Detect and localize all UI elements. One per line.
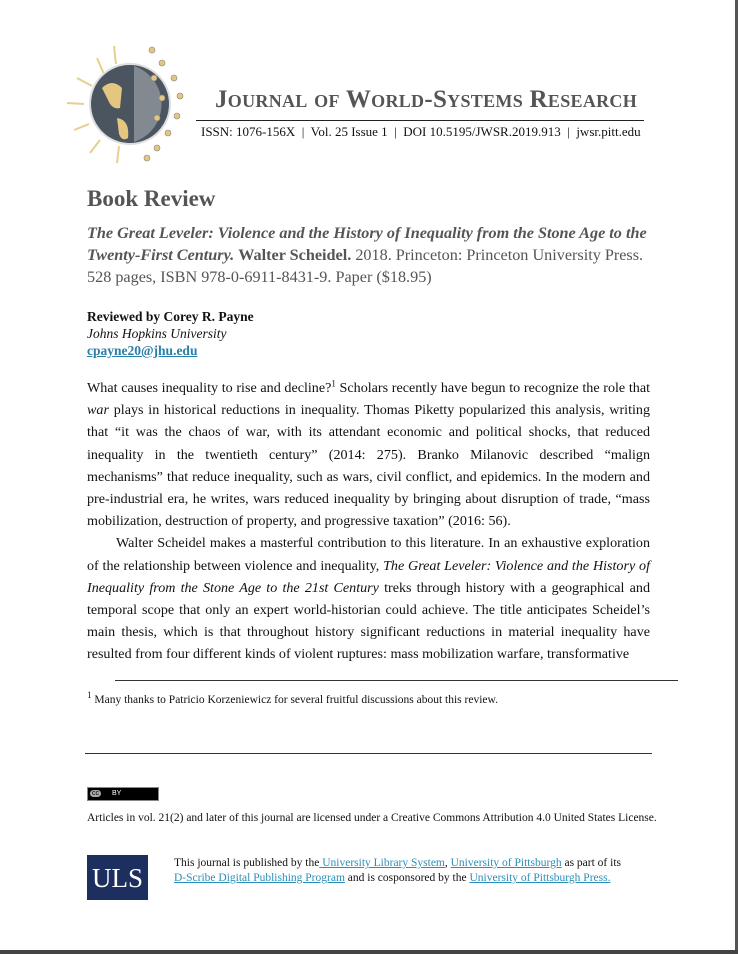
- text: and is cosponsored by the: [344, 872, 470, 884]
- text: ,: [444, 857, 451, 869]
- dscribe-link[interactable]: D-Scribe Digital Publishing Program: [174, 872, 345, 884]
- cc-license-badge[interactable]: [87, 787, 159, 801]
- paragraph: [87, 532, 650, 665]
- reviewer-email-link[interactable]: cpayne20@jhu.edu: [87, 343, 198, 358]
- reviewer-affiliation: Johns Hopkins University: [87, 326, 227, 341]
- publisher-text: [174, 856, 621, 886]
- book-details: 2018. Princeton: Princeton University Press. 528 pages, ISBN 978-0-6911-8431-9. Paper ($18.95): [87, 246, 644, 286]
- text: What causes inequality to rise and decline?: [87, 380, 332, 396]
- footnote-ref[interactable]: 1: [331, 378, 336, 389]
- footer-rule: [85, 753, 652, 754]
- journal-title: Journal of World-Systems Research: [215, 86, 638, 113]
- text: plays in historical reductions in inequality. Thomas Piketty popularized this analysis, writing that “it was the chaos of war, with its attendant economic and political shocks, that reduced inequality in the twentieth century” (2014: 275). Branko Milanovic described “malign mechanisms” that reduce inequality, such as wars, civil conflict, and epidemics. In the modern and pre-industrial era, he writes, wars reduced inequality by bringing about disruption of trade, “mass mobilization, destruction of property, and progressive taxation” (2016: 56).: [87, 402, 650, 530]
- text: Walter Scheidel makes a masterful contribution to this literature. In an exhaustive exploration of the relationship between violence and inequality,: [87, 535, 650, 574]
- uls-logo: ULS: [87, 855, 148, 900]
- reviewer-name: Reviewed by Corey R. Payne: [87, 309, 254, 324]
- book-title: The Great Leveler: Violence and the History of Inequality from the Stone Age to the Twenty-First Century.: [87, 224, 647, 264]
- journal-logo: [62, 38, 192, 168]
- header-rule: [196, 120, 644, 121]
- footnote-rule: [115, 680, 678, 681]
- cc-by-label: BY: [112, 790, 122, 797]
- text: Scholars recently have begun to recognize the role that: [335, 380, 650, 396]
- cc-icon: cc: [92, 790, 99, 797]
- section-heading: Book Review: [87, 186, 216, 211]
- footnote-text: Many thanks to Patricio Korzeniewicz for several fruitful discussions about this review.: [91, 694, 498, 706]
- book-author: Walter Scheidel.: [238, 246, 352, 264]
- text: The Great Leveler: Violence and the History of Inequality from the Stone Age to the 21st Century: [87, 557, 650, 596]
- pitt-press-link[interactable]: University of Pittsburgh Press.: [469, 872, 611, 884]
- footnote: [87, 690, 498, 706]
- journal-meta: ISSN: 1076-156X | Vol. 25 Issue 1 | DOI 10.5195/JWSR.2019.913 | jwsr.pitt.edu: [201, 124, 641, 139]
- pitt-link[interactable]: University of Pittsburgh: [450, 857, 562, 869]
- text: war: [87, 402, 109, 419]
- license-text: Articles in vol. 21(2) and later of this journal are licensed under a Creative Commons Attribution 4.0 United States License.: [87, 812, 657, 824]
- text: as part of its: [561, 857, 621, 869]
- body-text: [87, 377, 650, 666]
- footnote-mark: 1: [87, 690, 92, 701]
- text: This journal is published by the: [174, 857, 320, 869]
- reviewer-block: [87, 308, 254, 359]
- text: treks through history with a geographical and temporal scope that only an expert world-historian could achieve. The title anticipates Scheidel’s main thesis, which is that throughout history significant reductions in material inequality have resulted from four different kinds of violent ruptures: mass mobilization warfare, transformative: [87, 579, 650, 663]
- page-edge-bottom: [0, 950, 738, 954]
- paragraph: [87, 377, 650, 532]
- uls-link[interactable]: University Library System: [319, 857, 445, 869]
- book-citation: [87, 222, 652, 288]
